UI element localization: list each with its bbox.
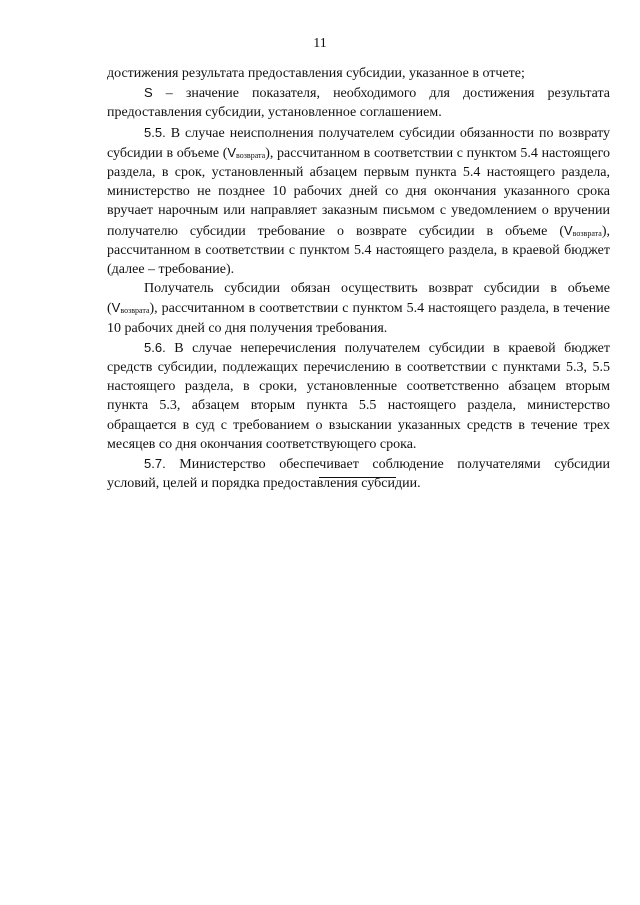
formula-symbol: V	[111, 300, 121, 316]
paragraph-text: ), рассчитанном в соответствии с пунктом 5.4 настоящего раздела, в течение 10 рабочих дней со дня получения требования.	[107, 301, 610, 336]
paragraph-5-7	[107, 454, 610, 493]
paragraph-5-6	[107, 338, 610, 454]
formula-subscript: возврата	[572, 228, 602, 238]
paragraph-continuation	[107, 64, 610, 83]
formula-symbol: V	[227, 144, 237, 160]
paragraph-text: ), рассчитанном в соответствии с пунктом 5.4 настоящего раздела, в краевой бюджет (далее – требование).	[107, 223, 610, 278]
paragraph-text: Министерство обеспечивает соблюдение получателями субсидии условий, целей и порядка предоставления субсидии.	[107, 457, 610, 492]
paragraph-refund-obligation	[107, 279, 610, 338]
paragraph-text: В случае неисполнения получателем субсидии обязанности по возврату субсидии в объеме (	[107, 125, 610, 161]
formula-symbol: S	[144, 85, 153, 101]
formula-subscript: возврата	[120, 306, 150, 316]
clause-number: 5.7.	[144, 456, 166, 472]
paragraph-text: В случае неперечисления получателем субсидии в краевой бюджет средств субсидии, подлежащих перечислению в соответствии с пунктами 5.3, 5.5 настоящего раздела, в сроки, установленные соответственно абзацем вторым пункта 5.3, абзацем вторым пункта 5.5 настоящего раздела, министерство обращается в суд с требованием о взыскании указанных средств в течение трех месяцев со дня окончания соответствующего срока.	[107, 340, 610, 452]
paragraph-s-definition	[107, 83, 610, 122]
clause-number: 5.5.	[144, 124, 166, 140]
paragraph-text: Получатель субсидии обязан осуществить возврат субсидии в объеме (	[107, 281, 610, 317]
formula-subscript: возврата	[236, 150, 266, 160]
paragraph-text: достижения результата предоставления субсидии, указанное в отчете;	[107, 66, 525, 81]
end-of-document-rule	[319, 477, 396, 478]
page-number: 11	[313, 36, 327, 51]
paragraph-5-5	[107, 123, 610, 280]
clause-number: 5.6.	[144, 339, 166, 355]
document-body	[107, 64, 610, 493]
formula-symbol: V	[564, 222, 573, 238]
paragraph-text: – значение показателя, необходимого для достижения результата предоставления субсидии, установленное соглашением.	[107, 86, 610, 121]
paragraph-text: ), рассчитанном в соответствии с пунктом 5.4 настоящего раздела, в срок, установленный абзацем первым пункта 5.4 настоящего раздела, министерство не позднее 10 рабочих дней со дня окончания указанного срока вручает нарочным или направляет заказным письмом с уведомлением о вручении получателю субсидии требование о возврате субсидии в объеме (	[107, 145, 611, 239]
